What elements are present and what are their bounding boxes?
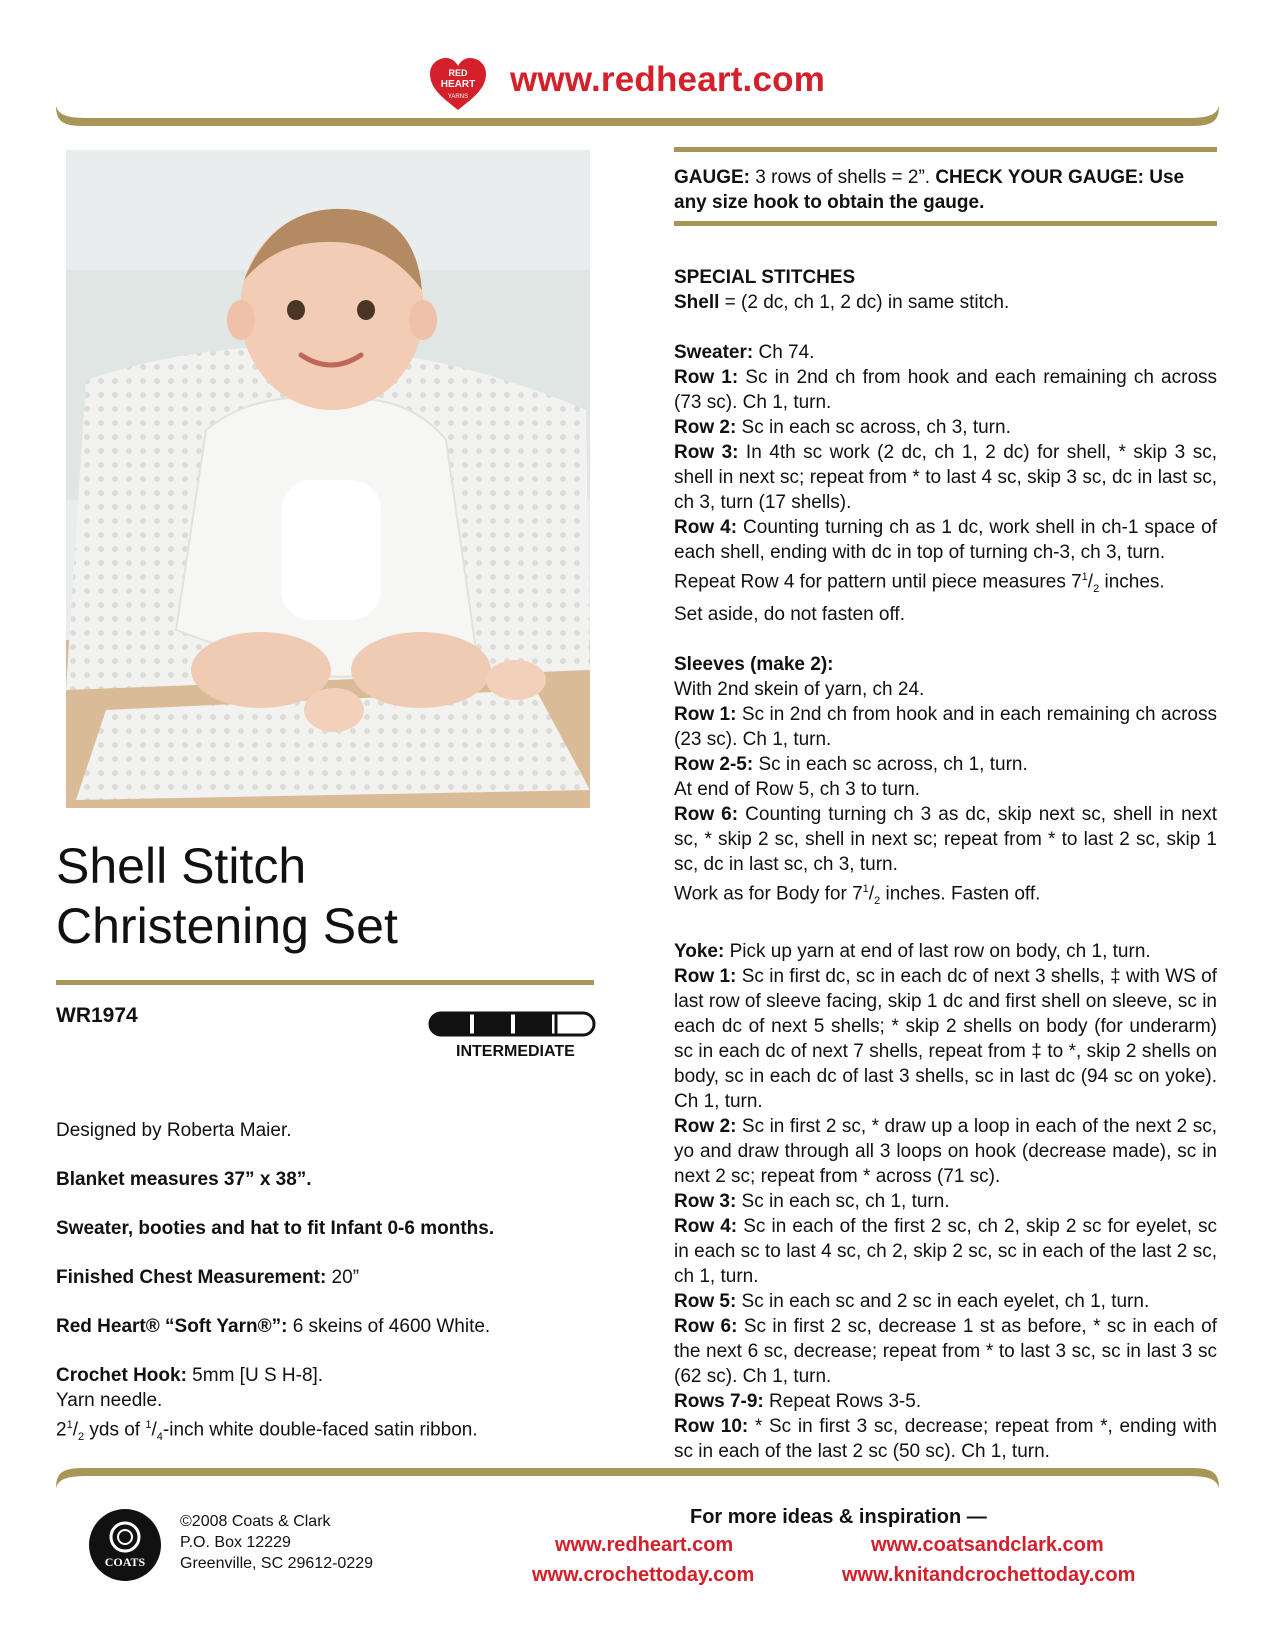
footer-link-redheart[interactable]: www.redheart.com [555, 1534, 734, 1556]
sweater-row-4: Row 4: Counting turning ch as 1 dc, work shell in ch-1 space of each shell, ending with dc in top of turning ch-3, ch 3, turn. [674, 517, 1218, 563]
sleeves-start: With 2nd skein of yarn, ch 24. [674, 679, 925, 701]
copyright-line: ©2008 Coats & Clark [180, 1513, 331, 1530]
baby-photo [66, 150, 590, 808]
skill-bar-icon [428, 1011, 600, 1039]
po-box-line: P.O. Box 12229 [180, 1534, 291, 1551]
sleeves-end-5: At end of Row 5, ch 3 to turn. [674, 779, 921, 801]
yarn-value: 6 skeins of 4600 White. [287, 1316, 491, 1337]
yoke-row-4: Row 4: Sc in each of the first 2 sc, ch 2, skip 2 sc for eyelet, sc in each sc to last 4 sc, ch 2, skip 2 sc, sc in each of the last 2 sc, ch 1, turn. [674, 1216, 1217, 1288]
footer-link-crochettoday[interactable]: www.crochettoday.com [532, 1564, 755, 1586]
shell-text: = (2 dc, ch 1, 2 dc) in same stitch. [719, 292, 1010, 313]
yoke-row-6: Row 6: Sc in first 2 sc, decrease 1 st as before, * sc in each of the next 6 sc, decrease; repeat from * to last 3 sc, sc in last 3 sc (62 sc). Ch 1, turn. [674, 1316, 1217, 1388]
ribbon-num: 1 [66, 1419, 73, 1431]
gauge-bottom-rule [674, 221, 1217, 226]
hook-value: 5mm [U S H-8]. [186, 1365, 324, 1386]
special-heading: SPECIAL STITCHES [674, 267, 856, 288]
sweater-row-2: Row 2: Sc in each sc across, ch 3, turn. [674, 417, 1011, 438]
skill-level-indicator [428, 1011, 600, 1060]
hook-label: Crochet Hook: [56, 1365, 187, 1386]
sleeves-row-6: Row 6: Counting turning ch 3 as dc, skip next sc, shell in next sc, * skip 2 sc, shell in next sc; repeat from * to last 2 sc, skip 1 sc, dc in last sc, ch 3, turn. [674, 804, 1217, 876]
yoke-row-10: Row 10: * Sc in first 3 sc, decrease; repeat from *, ending with sc in each of the last 2 sc (50 sc). Ch 1, turn. [674, 1416, 1217, 1463]
ribbon-mid: yds of [84, 1419, 146, 1441]
sweater-label: Sweater: [674, 342, 754, 363]
pattern-number: WR1974 [56, 1004, 138, 1027]
sleeves-row-1: Row 1: Sc in 2nd ch from hook and in each remaining ch across (23 sc). Ch 1, turn. [674, 704, 1217, 751]
chest-value: 20” [326, 1267, 360, 1288]
title-line-2: Christening Set [56, 898, 398, 954]
fit-line: Sweater, booties and hat to fit Infant 0-6 months. [56, 1218, 495, 1239]
logo-text-red: RED [448, 68, 468, 78]
yoke-row-3: Row 3: Sc in each sc, ch 1, turn. [674, 1191, 950, 1213]
sleeves-body: Work as for Body for $7^1/_2$ inches. Fasten off. [674, 883, 1041, 908]
ribbon-den2: 4 [156, 1431, 163, 1444]
coats-logo[interactable] [88, 1508, 162, 1582]
ribbon-whole: 2 [56, 1419, 67, 1441]
designer-line: Designed by Roberta Maier. [56, 1120, 292, 1141]
blanket-size: Blanket measures 37” x 38”. [56, 1169, 312, 1190]
footer-link-knitandcrochettoday[interactable]: www.knitandcrochettoday.com [842, 1564, 1136, 1586]
sweater-row-1: Row 1: Sc in 2nd ch from hook and each remaining ch across (73 sc). Ch 1, turn. [674, 367, 1218, 413]
yoke-rows-7-9: Rows 7-9: Repeat Rows 3-5. [674, 1391, 922, 1413]
more-ideas-heading: For more ideas & inspiration — [690, 1506, 987, 1528]
yoke-row-5: Row 5: Sc in each sc and 2 sc in each eyelet, ch 1, turn. [674, 1291, 1150, 1313]
sleeves-label: Sleeves (make 2): [674, 654, 834, 676]
gauge-top-rule [674, 147, 1217, 152]
instructions [674, 265, 1217, 1464]
footer-swoosh-divider [56, 1462, 1219, 1488]
skill-level-label: INTERMEDIATE [456, 1043, 575, 1060]
shell-label: Shell [674, 292, 720, 313]
sweater-aside: Set aside, do not fasten off. [674, 604, 905, 626]
gauge-check: CHECK YOUR GAUGE: Use any size hook to obtain the gauge. [674, 167, 1185, 213]
yoke-intro: Yoke: Pick up yarn at end of last row on body, ch 1, turn. [674, 941, 1151, 963]
chest-label: Finished Chest Measurement: [56, 1267, 327, 1288]
red-heart-logo[interactable] [428, 56, 488, 112]
coats-logo-text: COATS [104, 1555, 146, 1569]
materials-block [56, 1118, 616, 1450]
yoke-row-1: Row 1: Sc in first dc, sc in each dc of next 3 shells, ‡ with WS of last row of sleeve facing, skip 1 dc and first shell on sleeve, sc in each dc of next 5 shells; * skip 2 shells on body (for underarm) sc in each dc of next 7 shells, repeat from ‡ to *, skip 2 shells on body, sc in each dc of last 3 shells, sc in last dc (94 sc on yoke). Ch 1, turn. [674, 966, 1218, 1113]
sweater-text: Ch 74. [753, 342, 815, 363]
sweater-repeat: Repeat Row 4 for pattern until piece measures $7^1/_2$ inches. [674, 571, 1165, 596]
header-swoosh-divider [56, 106, 1219, 132]
gauge-label: GAUGE: [674, 167, 750, 188]
site-url-link[interactable]: www.redheart.com [510, 60, 826, 99]
needle-line: Yarn needle. [56, 1390, 163, 1411]
city-line: Greenville, SC 29612-0229 [180, 1555, 374, 1572]
yoke-row-2: Row 2: Sc in first 2 sc, * draw up a loop in each of the next 2 sc, yo and draw through all 3 loops on hook (decrease made), sc in next 2 sc; repeat from * across (71 sc). [674, 1116, 1217, 1188]
gauge-block [674, 165, 1217, 215]
ribbon-den: 2 [77, 1431, 85, 1444]
title-rule [56, 980, 594, 985]
ribbon-num2: 1 [145, 1419, 152, 1431]
logo-text-yarns: YARNS [447, 94, 469, 100]
ribbon-line: $2^1/_2$ yds of $^1/_4$-inch white double-faced satin ribbon. [56, 1419, 478, 1444]
yarn-label: Red Heart® “Soft Yarn®”: [56, 1316, 288, 1337]
title-line-1: Shell Stitch [56, 838, 307, 894]
gauge-text: 3 rows of shells = 2”. [750, 167, 936, 188]
footer-link-coatsandclark[interactable]: www.coatsandclark.com [871, 1534, 1104, 1556]
sweater-row-3: Row 3: In 4th sc work (2 dc, ch 1, 2 dc) for shell, * skip 3 sc, shell in next sc; repeat from * to last 4 sc, skip 3 sc, dc in last sc, ch 3, turn (17 shells). [674, 442, 1217, 513]
copyright-block [180, 1511, 373, 1574]
logo-text-heart: HEART [440, 79, 476, 90]
ribbon-tail: -inch white double-faced satin ribbon. [162, 1419, 478, 1441]
sleeves-row-2-5: Row 2-5: Sc in each sc across, ch 1, turn. [674, 754, 1028, 776]
pattern-title [56, 836, 398, 956]
